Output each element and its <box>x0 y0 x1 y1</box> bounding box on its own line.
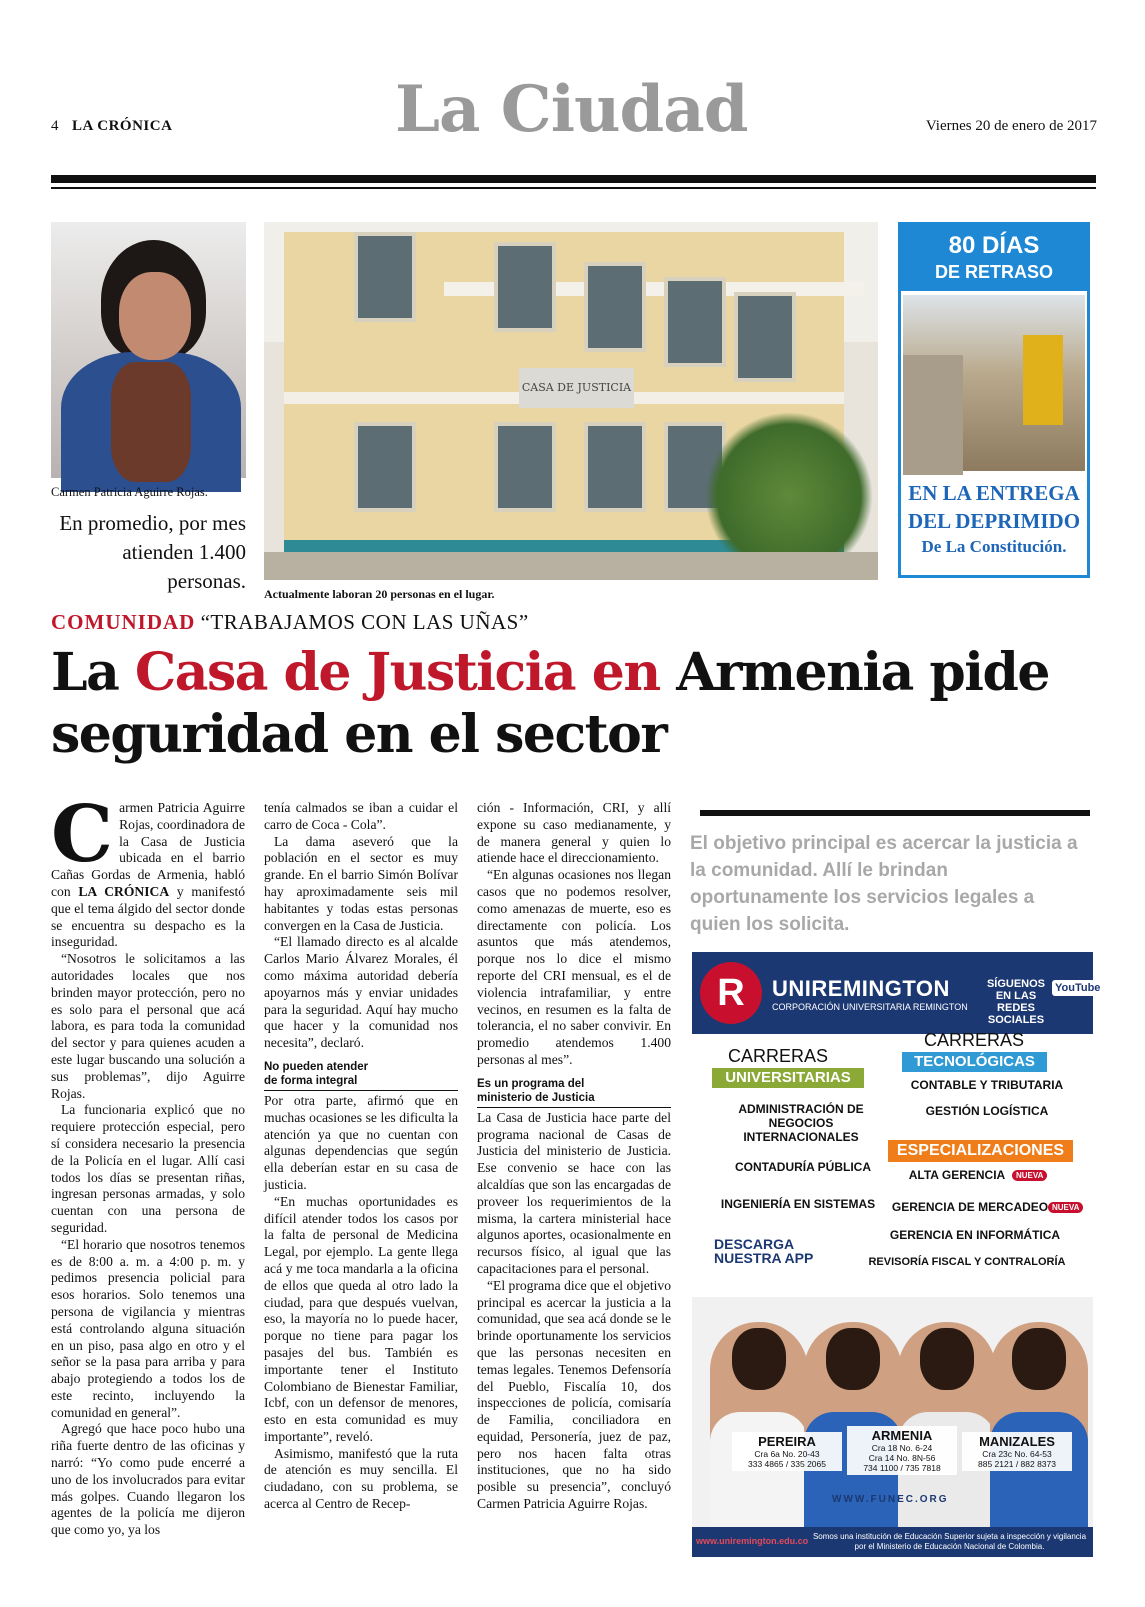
issue-date: Viernes 20 de enero de 2017 <box>925 118 1097 134</box>
ad-carreras-label: CARRERAS <box>728 1046 829 1066</box>
promo-body-line1: EN LA ENTREGA <box>908 481 1080 505</box>
uniremington-logo-icon: R <box>700 962 762 1024</box>
newspaper-name: LA CRÓNICA <box>72 118 173 134</box>
ad-url-link[interactable]: www.uniremington.edu.co <box>696 1536 809 1546</box>
subhead-2-line1: Es un programa del <box>477 1077 585 1090</box>
ad-header <box>692 952 1101 1034</box>
kicker-quote: “TRABAJAMOS CON LAS UÑAS” <box>200 610 529 634</box>
promo-box[interactable] <box>898 222 1090 578</box>
ad-cities <box>732 1428 1082 1497</box>
new-badge: NUEVA <box>1012 1170 1047 1181</box>
ad-brand-sub: CORPORACIÓN UNIVERSITARIA REMINGTON <box>772 1002 968 1012</box>
city-pereira: PEREIRA Cra 6a No. 20-43 333 4865 / 335 2065 <box>732 1432 842 1471</box>
ad-brand: UNIREMINGTON <box>772 976 950 1001</box>
youtube-icon[interactable]: YouTube <box>1052 980 1103 996</box>
col3-paragraph: “El programa dice que el objetivo principal es acercar la justicia a la comunidad, que sea acá donde se le brinde oportunamente los servicios que las personas necesiten en temas legales. Tenemos Defensoría del Pueblo, Fiscalía 10, dos inspecciones de policía, comisaría de Familia, conciliadora en equidad, Personería, juez de paz, pero nos hacen falta otras instituciones, que no ha sido posible su presencia”, concluyó Carmen Patricia Aguirre Rojas. <box>477 1277 671 1512</box>
new-badge: NUEVA <box>1048 1202 1083 1213</box>
subhead-2-line2: ministerio de Justicia <box>477 1091 671 1108</box>
portrait-caption: Carmen Patricia Aguirre Rojas. <box>51 485 208 499</box>
col3-paragraph: ción - Información, CRI, y allí expone su caso medianamente, y de manera general y quien lo atiende hace el direccionamiento. <box>477 800 671 866</box>
ad-legal-text: Somos una institución de Educación Superior sujeta a inspección y vigilancia por el Ministerio de Educación Nacional de Colombia. <box>812 1532 1087 1551</box>
ad-program: ALTA GERENCIA <box>908 1168 1006 1182</box>
city-armenia: ARMENIA Cra 18 No. 6-24 Cra 14 No. 8N-56 734 1100 / 735 7818 <box>847 1426 957 1475</box>
col2-paragraph: Por otra parte, afirmó que en muchas ocasiones se les dificulta la atención ya que no cuentan con algunas dependencias que según ella deberían estar en su casa de justicia. <box>264 1092 458 1192</box>
promo-title-line1: 80 DÍAS <box>948 232 1040 259</box>
ad-program: REVISORÍA FISCAL Y CONTRALORÍA <box>868 1256 1066 1268</box>
headline-part2: Casa de Justicia en <box>134 642 660 703</box>
col2-paragraph: La dama aseveró que la población en el sector es muy grande. En el barrio Simón Bolívar hay aproximadamente seis mil habitantes y todas estas personas convergen en la Casa de Justicia. <box>264 833 458 933</box>
building-photo <box>264 222 878 580</box>
page-number: 4 <box>51 118 59 134</box>
col2-paragraph: “El llamado directo es al alcalde Carlos Mario Álvarez Morales, él como máxima autoridad debería apoyarnos más y enviar unidades para la seguridad. Aquí hay mucho que hacer y la comunidad nos necesita”, declaró. <box>264 934 458 1051</box>
ad-tecnologicas-chip: TECNOLÓGICAS <box>902 1052 1047 1072</box>
subhead-1-line2: de forma integral <box>264 1074 458 1091</box>
promo-body-line2: DEL DEPRIMIDO <box>907 509 1081 533</box>
col1-paragraph: Agregó que hace poco hubo una riña fuerte dentro de las oficinas y narró: “Yo como pude encerré a uno de los involucrados para evitar más golpes. Cuando llegaron los agentes de la policía me dijeron que como yo, ya los <box>51 1421 245 1538</box>
ad-carreras-label: CARRERAS <box>924 1030 1025 1050</box>
col1-paragraph: “El horario que nosotros tenemos es de 8:00 a. m. a 4:00 p. m. y pedimos presencia policial para esos horarios. Solo tenemos una persona de vigilancia y mientras está controlando alguna situación en un piso, pasa algo en otro y el señor se la pasa para arriba y para abajo protegiendo a todos los de este recinto, incluyendo la comunidad en general”. <box>51 1236 245 1420</box>
ad-program: INGENIERÍA EN SISTEMAS <box>720 1197 876 1211</box>
section-title: La Ciudad <box>395 72 748 147</box>
header-rule-thick <box>51 175 1096 183</box>
col3-paragraph: “En algunas ocasiones nos llegan casos que no podemos resolver, como amenazas de muerte, eso es directamente con policía. Los asuntos que más atendemos, porque nos lo dice el mismo reporte del CRI mensual, es el de violencia intrafamiliar, y entre vecinos, en resumen es la falta de tolerancia, el no saber convivir. En promedio atendemos 1.400 personas al mes”. <box>477 867 671 1067</box>
kicker-category: COMUNIDAD <box>51 610 196 634</box>
construction-photo <box>903 295 1085 471</box>
ad-program: GERENCIA EN INFORMÁTICA <box>889 1228 1061 1242</box>
promo-body-line3: De La Constitución. <box>921 537 1067 556</box>
header-rule-thin <box>51 187 1096 189</box>
col3-paragraph: La Casa de Justicia hace parte del programa nacional de Casas de Justicia del ministerio de Justicia. Ese convenio se hace con las alcaldías que son las encargadas de proveer los requerimientos de la misma, la cartera ministerial hace algunos aportes, ocasionalmente en recursos físico, al igual que las capacitaciones para el personal. <box>477 1109 671 1276</box>
col1-p1-a: armen Patricia Aguirre Rojas, coordinadora de la Casa de Justicia ubicada en el barrio Cañas Gordas de Armenia, habló con <box>51 800 245 899</box>
ad-program: GERENCIA DE MERCADEO <box>891 1200 1049 1214</box>
ad-universitarias-chip: UNIVERSITARIAS <box>712 1068 864 1088</box>
col1-paragraph: “Nosotros le solicitamos a las autoridades locales que nos brinden mayor protección, pero no es solo para el personal que acá labora, es para toda la comunidad del sector y para quienes acuden a este lugar buscando una solución a sus problemas”, dijo Aguirre Rojas. <box>51 951 245 1101</box>
headline-part3: Armenia pide seguridad en el sector <box>51 642 1049 765</box>
article-column-3 <box>477 800 671 1513</box>
building-caption: Actualmente laboran 20 personas en el lugar. <box>264 587 495 601</box>
ad-follow: SÍGUENOS EN LAS REDES SOCIALES <box>986 978 1046 1026</box>
article-column-1 <box>51 789 246 1539</box>
col2-paragraph: tenía calmados se iban a cuidar el carro de Coca - Cola”. <box>264 800 458 832</box>
city-manizales: MANIZALES Cra 23c No. 64-53 885 2121 / 882 8373 <box>962 1432 1072 1471</box>
ad-program: ADMINISTRACIÓN DE NEGOCIOS INTERNACIONALES <box>738 1102 864 1144</box>
portrait-photo <box>51 222 246 478</box>
ad-program: GESTIÓN LOGÍSTICA <box>925 1104 1049 1118</box>
ad-web-link[interactable]: WWW.FUNEC.ORG <box>832 1494 949 1505</box>
col1-p1-b: y manifestó que el tema álgido del sector donde se encuentra su despacho es la inseguridad. <box>51 883 246 950</box>
uniremington-ad[interactable] <box>692 952 1101 1557</box>
drop-cap: C <box>51 789 114 880</box>
headline <box>51 642 1101 766</box>
download-app-button[interactable]: DESCARGA NUESTRA APP <box>714 1236 814 1266</box>
ad-especializaciones-chip: ESPECIALIZACIONES <box>888 1140 1073 1162</box>
promo-title <box>901 225 1087 291</box>
ad-footer <box>692 1527 1093 1557</box>
col2-paragraph: “En muchas oportunidades es difícil atender todos los casos por la falta de personal de Medicina Legal, por ejemplo. La gente llega acá y me toca mandarla a la oficina de ellos que queda al otro lado la ciudad, para que después vuelvan, eso, la mayoría no lo puede hacer, porque no tiene para pagar los pasajes del bus. También es importante tener el Instituto Colombiano de Bienestar Familiar, Icbf, con un defensor de menores, esto en esta comunidad es muy importante”, reveló. <box>264 1193 458 1444</box>
pull-quote-right: El objetivo principal es acercar la justicia a la comunidad. Allí le brindan oportunamente los servicios legales a quien los solicita. <box>690 833 1078 935</box>
ad-program: CONTABLE Y TRIBUTARIA <box>910 1078 1064 1092</box>
building-sign: CASA DE JUSTICIA <box>519 368 634 408</box>
col1-p1-bold: LA CRÓNICA <box>78 883 170 899</box>
pull-quote-left: En promedio, por mes atienden 1.400 personas. <box>59 511 246 593</box>
col2-paragraph: Asimismo, manifestó que la ruta de atención es muy sencilla. El ciudadano, con su problema, se acerca al Centro de Recep- <box>264 1445 458 1512</box>
article-column-2 <box>264 800 458 1513</box>
quote-rule <box>700 810 1090 816</box>
ad-program: CONTADURÍA PÚBLICA <box>735 1160 871 1174</box>
promo-title-line2: DE RETRASO <box>934 262 1053 282</box>
col1-paragraph: La funcionaria explicó que no requiere protección especial, pero sí considera necesario la presencia de la Policía en el lugar. Allí casi todos los días se presentan riñas, ingresan personas armadas, y solo cuentan con una persona de seguridad. <box>51 1102 245 1235</box>
kicker <box>51 610 529 635</box>
headline-part1: La <box>51 642 135 703</box>
subhead-1-line1: No pueden atender <box>264 1060 369 1073</box>
